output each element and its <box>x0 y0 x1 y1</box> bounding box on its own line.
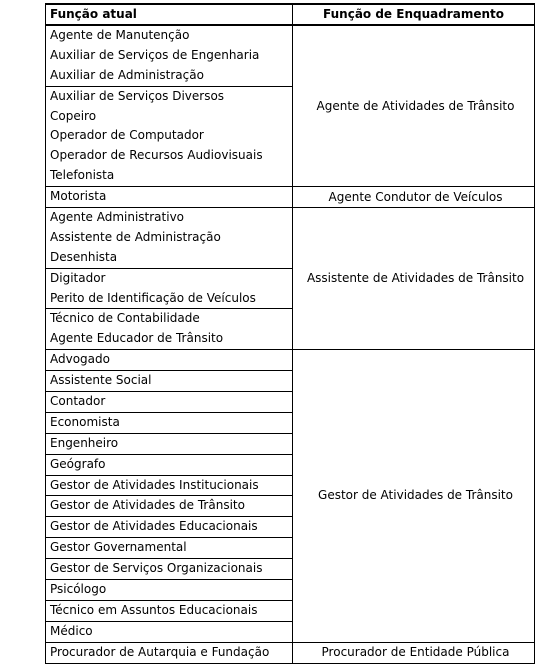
current-function-cell <box>46 496 293 517</box>
current-function-name: Auxiliar de Administração <box>50 67 204 82</box>
current-function-cell <box>46 208 293 269</box>
current-function-name: Gestor de Atividades Institucionais <box>50 477 259 492</box>
current-function-name: Assistente Social <box>50 373 152 388</box>
current-function-cell <box>46 559 293 580</box>
current-function-cell <box>46 580 293 601</box>
current-function-cell <box>46 350 293 371</box>
current-function-name: Advogado <box>50 352 110 367</box>
current-function-name: Agente de Manutenção <box>50 28 190 42</box>
current-function-name: Gestor de Atividades Educacionais <box>50 519 258 534</box>
current-function-name: Gestor de Serviços Organizacionais <box>50 561 263 576</box>
table-body <box>46 25 535 663</box>
current-function-name: Agente Administrativo <box>50 210 185 225</box>
current-function-cell <box>46 433 293 454</box>
current-function-name: Assistente de Administração <box>50 229 221 244</box>
current-function-cell <box>46 187 293 208</box>
current-function-name: Gestor Governamental <box>50 540 187 555</box>
header-current-function: Função atual <box>46 4 293 25</box>
current-function-cell <box>46 86 293 186</box>
target-function-cell: Assistente de Atividades de Trânsito <box>293 208 535 350</box>
target-function-cell: Gestor de Atividades de Trânsito <box>293 350 535 642</box>
current-function-name: Técnico em Assuntos Educacionais <box>50 602 258 617</box>
table-row <box>46 25 535 86</box>
current-function-name: Engenheiro <box>50 435 119 450</box>
current-function-name: Perito de Identificação de Veículos <box>50 290 256 305</box>
current-function-name: Copeiro <box>50 108 97 123</box>
current-function-name: Desenhista <box>50 249 118 264</box>
current-function-cell <box>46 600 293 621</box>
current-function-cell <box>46 371 293 392</box>
current-function-name: Auxiliar de Serviços de Engenharia <box>50 47 260 62</box>
current-function-name: Psicólogo <box>50 582 107 597</box>
header-target-function: Função de Enquadramento <box>293 4 535 25</box>
function-mapping-table <box>45 3 535 664</box>
current-function-cell <box>46 475 293 496</box>
table-row <box>46 187 535 208</box>
current-function-cell <box>46 412 293 433</box>
current-function-name: Operador de Computador <box>50 128 204 143</box>
current-function-cell <box>46 309 293 350</box>
current-function-name: Agente Educador de Trânsito <box>50 331 224 346</box>
header-row <box>46 4 535 25</box>
current-function-cell <box>46 642 293 663</box>
current-function-cell <box>46 25 293 86</box>
current-function-cell <box>46 517 293 538</box>
current-function-name: Médico <box>50 623 93 638</box>
target-function-cell: Procurador de Entidade Pública <box>293 642 535 663</box>
current-function-name: Técnico de Contabilidade <box>50 311 200 326</box>
current-function-name: Gestor de Atividades de Trânsito <box>50 498 245 513</box>
current-function-name: Digitador <box>50 270 106 285</box>
current-function-name: Motorista <box>50 189 107 204</box>
table-row <box>46 208 535 269</box>
current-function-name: Geógrafo <box>50 456 106 471</box>
current-function-cell <box>46 538 293 559</box>
table-row <box>46 642 535 663</box>
current-function-name: Auxiliar de Serviços Diversos <box>50 88 225 103</box>
current-function-name: Procurador de Autarquia e Fundação <box>50 644 270 659</box>
table-row <box>46 350 535 371</box>
current-function-name: Operador de Recursos Audiovisuais <box>50 148 263 163</box>
current-function-cell <box>46 621 293 642</box>
current-function-cell <box>46 454 293 475</box>
current-function-name: Telefonista <box>50 168 115 183</box>
current-function-cell <box>46 392 293 413</box>
current-function-name: Economista <box>50 414 120 429</box>
target-function-cell: Agente Condutor de Veículos <box>293 187 535 208</box>
current-function-name: Contador <box>50 394 106 409</box>
target-function-cell: Agente de Atividades de Trânsito <box>293 25 535 187</box>
current-function-cell <box>46 268 293 309</box>
